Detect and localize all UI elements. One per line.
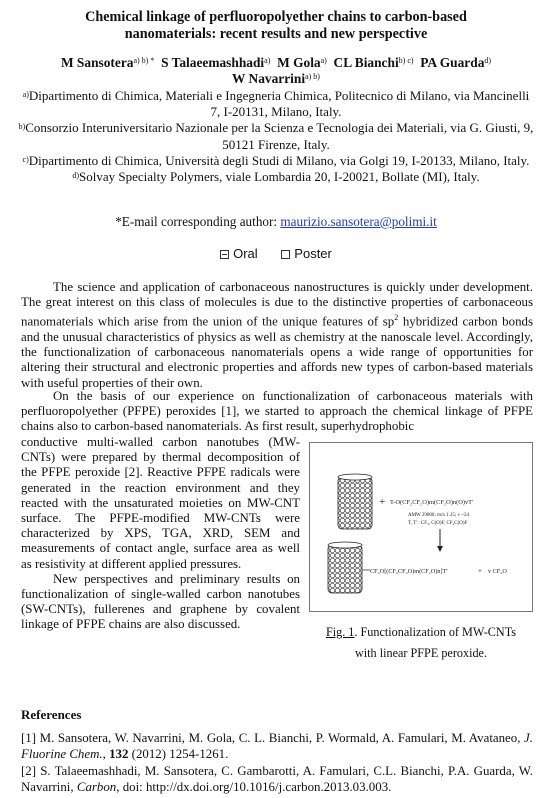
plus-sign: + [478, 567, 482, 575]
figure-caption: Fig. 1. Functionalization of MW-CNTs with linear PFPE peroxide. [325, 625, 517, 660]
title-line-2: nanomaterials: recent results and new perspective [124, 26, 428, 42]
author-list [20, 55, 532, 87]
author: CL Bianchi$^{b) c)}$ [333, 55, 414, 70]
checkbox-empty-icon[interactable] [281, 250, 290, 259]
nanotube-reactant-icon [338, 474, 372, 529]
email-link[interactable]: maurizio.sansotera@polimi.it [280, 214, 437, 229]
affiliation: $^{a)}$Dipartimento di Chimica, Materiali e Ingegneria Chimica, Politecnico di Milano, via Mancinelli 7, I-20131, Milano, Italy. [22, 88, 530, 120]
title-line-1: Chemical linkage of perfluoropolyether chains to carbon-based [85, 9, 467, 25]
abstract-paragraph-2-cont: conductive multi-walled carbon nanotubes (MW-CNTs) were prepared by thermal decomposition of the PFPE peroxide [2]. Reactive PFPE radicals were generated in the reaction environment and they reacted with the unsaturated moieties on MW-CNT surface. The PFPE-modified MW-CNTs were characterized by XPS, TGA, XRD, SEM and measurements of contact angle, surface area as well as resistivity at different applied pressures. [21, 435, 300, 571]
author: W Navarrini$^{a) b)}$ [232, 71, 320, 86]
end-groups: T, T' : CF₃, C(O)F, CF₂C(O)F [408, 521, 468, 526]
author: M Sansotera$^{a) b) *}$ [60, 55, 155, 70]
author: S Talaeemashhadi$^{a)}$ [161, 55, 271, 70]
reference-item: [2] S. Talaeemashhadi, M. Sansotera, C. Gambarotti, A. Famulari, C.L. Bianchi, P.A. Guarda, W. Navarrini, Carbon, doi: http://dx.doi.org/10.1016/j.carbon.2013.03.003. [21, 764, 533, 794]
references-heading: References [21, 707, 82, 722]
byproduct-formula: v CF₂O [488, 568, 507, 575]
reaction-arrow-icon [437, 529, 443, 552]
corresponding-email: *E-mail corresponding author: maurizio.sansotera@polimi.it [115, 214, 437, 229]
paper-title [30, 9, 522, 43]
plus-sign: + [379, 496, 386, 508]
nanotube-product-icon [328, 542, 362, 593]
peroxide-formula: T-O(CF₂CF₂O)m(CF₂O)n(O)vT' [390, 499, 474, 506]
author: PA Guarda$^{d)}$ [420, 55, 492, 70]
affiliation: $^{b)}$Consorzio Interuniversitario Nazionale per la Scienza e Tecnologia dei Materiali, via G. Giusti, 9, 50121 Firenze, Italy. [18, 120, 534, 152]
affiliation: $^{d)}$Solvay Specialty Polymers, viale Lombardia 20, I-20021, Bollate (MI), Italy. [72, 169, 480, 185]
reaction-conditions: AMW 29000; m/n 1.15; v ~24 [408, 513, 469, 518]
oral-option[interactable]: Oral [220, 246, 258, 261]
abstract-column [21, 435, 300, 633]
product-formula: CF₂O[(CF₂CF₂O)m(CF₂O)n]T' [370, 568, 448, 575]
checkbox-checked-icon[interactable] [220, 250, 229, 259]
figure-1 [309, 442, 533, 612]
presentation-type [0, 246, 552, 261]
affiliation: $^{c)}$Dipartimento di Chimica, Università degli Studi di Milano, via Golgi 19, I-20133, Milano, Italy. [22, 152, 530, 168]
poster-option[interactable]: Poster [281, 246, 332, 261]
abstract-paragraph-1: The science and application of carbonaceous nanostructures is quickly under development. The great interest on this class of molecules is due to the distinctive properties of carbonaceous nanomaterials which arise from the union of the unique features of $sp^2$ hybridized carbon bonds and the unusual characteristics of physics as well as chemistry at the nanoscale level. Accordingly, the functionalization of carbonaceous nanomaterials opens a wide range of opportunities for altering their structural and electronic properties and affords new types of carbon-based materials with useful properties of their own. [21, 280, 533, 390]
author: M Gola$^{a)}$ [277, 55, 327, 70]
abstract-paragraph-3: New perspectives and preliminary results on functionalization of single-walled carbon nanotubes (SW-CNTs), fullerenes and graphene by covalent linkage of PFPE chains are also discussed. [21, 571, 300, 632]
reference-list [21, 731, 533, 797]
abstract-paragraph-2: On the basis of our experience on functionalization of carbonaceous materials with perfluoropolyether (PFPE) peroxides [1], we started to approach the chemical linkage of PFPE chains also to carbon-based nanomaterials. As first result, superhydrophobic [21, 389, 533, 434]
reaction-scheme [310, 443, 532, 611]
affiliation-list [18, 88, 534, 185]
reference-item: [1] M. Sansotera, W. Navarrini, M. Gola, C. L. Bianchi, P. Wormald, A. Famulari, M. Avataneo, J. Fluorine Chem., 132 (2012) 1254-1261. [21, 731, 533, 761]
